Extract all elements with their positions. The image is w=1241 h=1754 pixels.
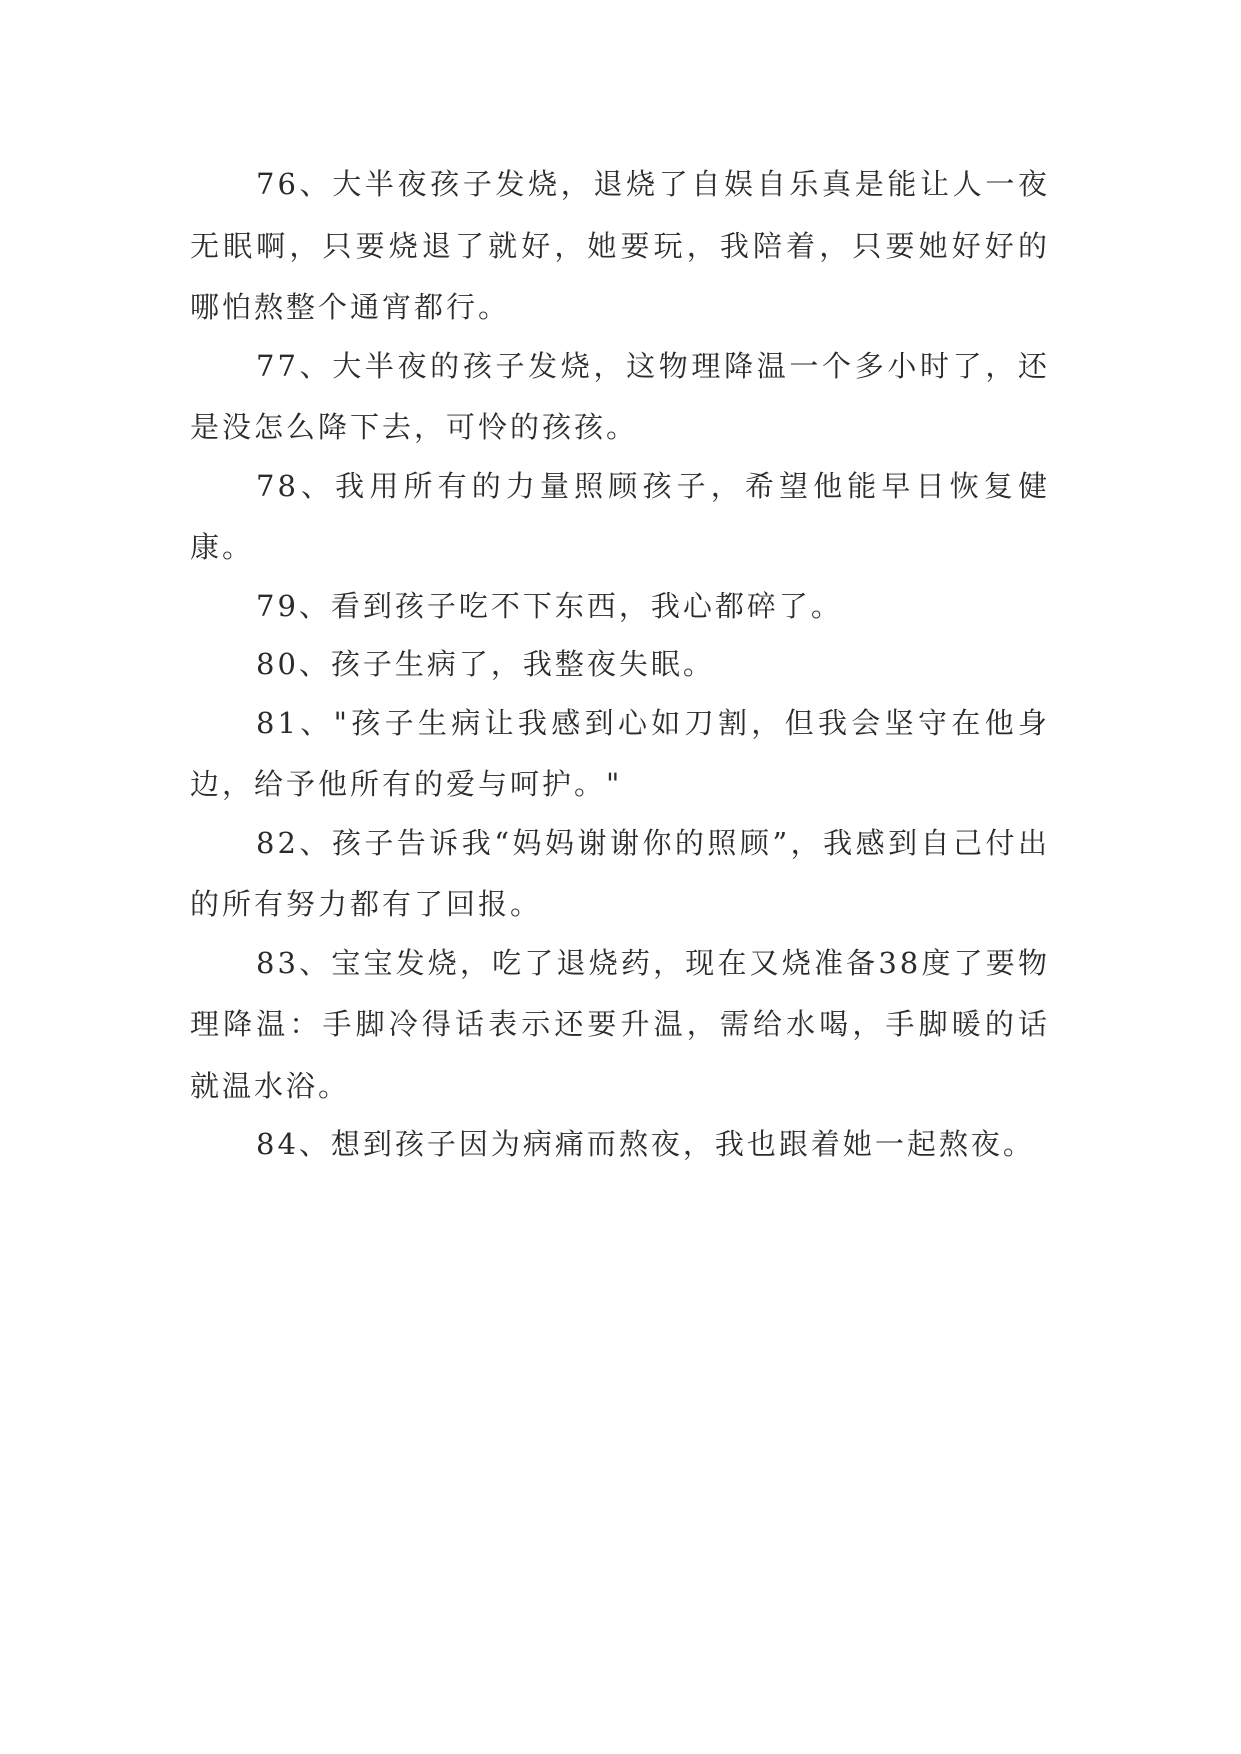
- document-body: [190, 154, 1050, 1176]
- paragraph-84: 84、想到孩子因为病痛而熬夜，我也跟着她一起熬夜。: [256, 1127, 1035, 1161]
- paragraph-79: 79、看到孩子吃不下东西，我心都碎了。: [256, 588, 843, 623]
- paragraph-77: 77、大半夜的孩子发烧，这物理降温一个多小时了，还是没怎么降下去，可怜的孩孩。: [190, 348, 1050, 444]
- paragraph-80: 80、孩子生病了，我整夜失眠。: [256, 647, 715, 681]
- paragraph-81: 81、"孩子生病让我感到心如刀割，但我会坚守在他身边，给予他所有的爱与呵护。": [190, 705, 1050, 801]
- paragraph-82: 82、孩子告诉我“妈妈谢谢你的照顾”，我感到自己付出的所有努力都有了回报。: [190, 825, 1050, 921]
- paragraph-78: 78、我用所有的力量照顾孩子，希望他能早日恢复健康。: [190, 468, 1050, 564]
- paragraph-83: 83、宝宝发烧，吃了退烧药，现在又烧准备38度了要物理降温：手脚冷得话表示还要升温，需给水喝，手脚暖的话就温水浴。: [190, 945, 1050, 1103]
- paragraph-76: 76、大半夜孩子发烧，退烧了自娱自乐真是能让人一夜无眠啊，只要烧退了就好，她要玩，我陪着，只要她好好的哪怕熬整个通宵都行。: [190, 167, 1050, 324]
